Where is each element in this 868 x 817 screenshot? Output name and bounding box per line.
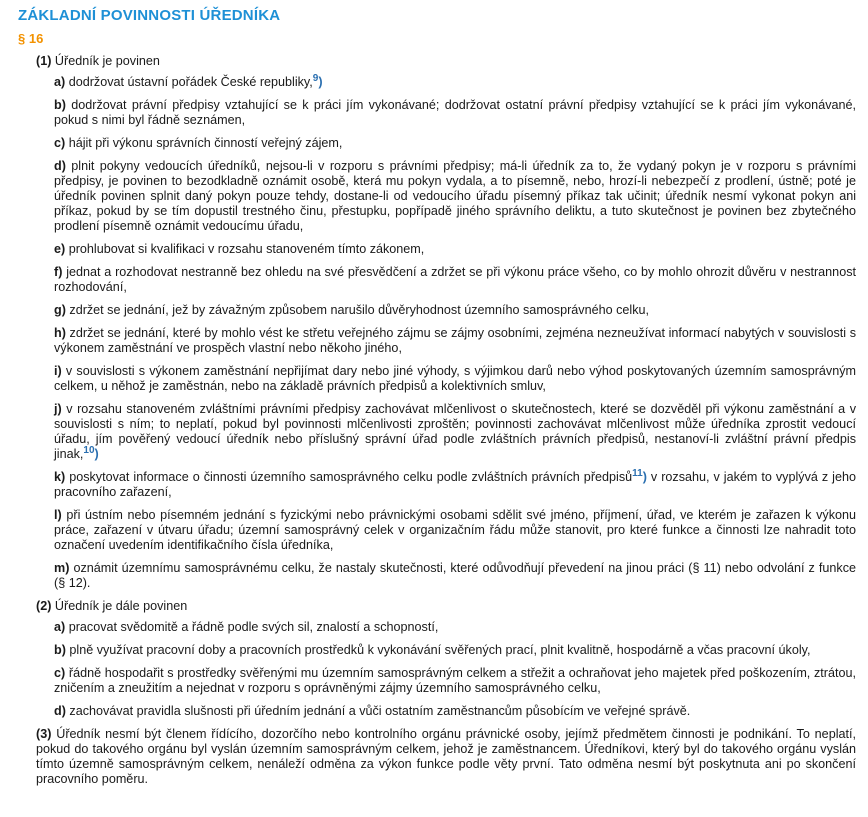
section-number: § 16 xyxy=(18,31,44,46)
paragraph-number: (3) xyxy=(36,727,52,741)
paragraph-2-items xyxy=(54,620,856,719)
item-1h: h) zdržet se jednání, které by mohlo vést ke střetu veřejného zájmu se zájmy osobními, zejména nezneužívat informací nabytých v souvislosti s výkonem zaměstnání ve prospěch vlastní nebo někoho jiného, xyxy=(54,326,856,355)
item-1i: i) v souvislosti s výkonem zaměstnání nepřijímat dary nebo jiné výhody, s výjimkou darů nebo výhod poskytovaných územním samosprávným celkem, u něhož je zaměstnán, nebo na základě právních předpisů a kolektivních smluv, xyxy=(54,364,856,393)
paragraph-number: (1) xyxy=(36,54,52,68)
paragraph-1 xyxy=(36,54,856,69)
paragraph-text: Úředník je dále povinen xyxy=(54,599,188,613)
item-1l: l) při ústním nebo písemném jednání s fyzickými nebo právnickými osobami sdělit své jméno, příjmení, úřad, ve kterém je zařazen k výkonu práce, zařazení v útvaru úřadu; územní samosprávný celek v organizačním řádu může stanovit, pro které funkce a činnosti lze nahradit toto označení uvedením identifikačního čísla úředníka, xyxy=(54,508,857,552)
footnote-link[interactable]: 9 xyxy=(312,72,319,84)
item-1a: a) dodržovat ústavní pořádek České republiky,$^9$) xyxy=(54,72,323,89)
page-title: ZÁKLADNÍ POVINNOSTI ÚŘEDNÍKA xyxy=(18,7,281,24)
item-1c: c) hájit při výkonu správních činností veřejný zájem, xyxy=(54,136,343,150)
item-1g: g) zdržet se jednání, jež by závažným způsobem narušilo důvěryhodnost územního samosprávného celku, xyxy=(54,303,650,317)
item-1e: e) prohlubovat si kvalifikaci v rozsahu stanoveném tímto zákonem, xyxy=(54,242,425,256)
item-2b: b) plně využívat pracovní doby a pracovních prostředků k vykonávání svěřených prací, plnit kvalitně, hospodárně a včas pracovní úkoly, xyxy=(54,643,811,657)
paragraph-text: Úředník je povinen xyxy=(54,54,160,68)
paragraph-number: (2) xyxy=(36,599,52,613)
paragraph-1-items xyxy=(54,72,857,591)
footnote-link[interactable]: 11 xyxy=(632,467,643,479)
item-1k: k) poskytovat informace o činnosti územního samosprávného celku podle zvláštních právních předpisů$^{11}$) v rozsahu, v jakém to vyplývá z jeho pracovního zařazení, xyxy=(54,467,856,499)
paragraph-2 xyxy=(36,599,856,614)
item-1d: d) plnit pokyny vedoucích úředníků, nejsou-li v rozporu s právními předpisy; má-li úředník za to, že vydaný pokyn je v rozporu s právními předpisy, je povinen to bezodkladně oznámit osobě, která mu pokyn vydala, a to písemně, nebo, hrozí-li nebezpečí z prodlení, ústně; poté je úředník povinen splnit daný pokyn pouze tehdy, dostane-li od vedoucího úřadu písemný příkaz tak učinit; úředník nesmí vykonat pokyn ani příkaz, pokud by se tím dopustil trestného činu, přestupku, popřípadě jiného správního deliktu, a tuto skutečnost je povinen bez zbytečného prodlení písemně oznámit vedoucímu úřadu, xyxy=(54,159,857,233)
footnote-link[interactable]: 10 xyxy=(83,444,95,456)
paragraph-text: Úředník nesmí být členem řídícího, dozorčího nebo kontrolního orgánu právnické osoby, jejímž předmětem činnosti je podnikání. To neplatí, pokud do takového orgánu byl vyslán územním samosprávným celkem, jehož je zaměstnancem. Úředníkovi, který byl do takového orgánu vyslán tímto územně samosprávným celkem, nenáleží odměna za výkon funkce podle věty první. Tato odměna nesmí být poskytnuta ani po skončení pracovního poměru. xyxy=(36,727,856,786)
item-1f: f) jednat a rozhodovat nestranně bez ohledu na své přesvědčení a zdržet se při výkonu práce všeho, co by mohlo ohrozit důvěru v nestrannost rozhodování, xyxy=(54,265,856,294)
item-2d: d) zachovávat pravidla slušnosti při úředním jednání a vůči ostatním zaměstnancům působícím ve veřejné správě. xyxy=(54,704,691,718)
item-1j: j) v rozsahu stanoveném zvláštními právními předpisy zachovávat mlčenlivost o skutečnostech, které se dozvěděl při výkonu zaměstnání a v souvislosti s ním; to neplatí, pokud byl povinnosti mlčenlivosti zproštěn; povinnosti zachovávat mlčenlivost může úředníka zprostit vedoucí úřadu, jím pověřený vedoucí úředník nebo příslušný správní úřad podle zvláštních právních předpisů, nestanoví-li zvláštní právní předpis jinak,$^{10}$) xyxy=(54,402,856,461)
item-1b: b) dodržovat právní předpisy vztahující se k práci jím vykonávané; dodržovat ostatní právní předpisy vztahující se k práci jím vykonávané, pokud s nimi byl řádně seznámen, xyxy=(54,98,857,127)
paragraph-3 xyxy=(36,727,856,787)
item-2c: c) řádně hospodařit s prostředky svěřenými mu územním samosprávným celkem a střežit a ochraňovat jeho majetek před poškozením, ztrátou, zničením a zneužitím a nejednat v rozporu s oprávněnými zájmy územního samosprávného celku, xyxy=(54,666,856,695)
item-2a: a) pracovat svědomitě a řádně podle svých sil, znalostí a schopností, xyxy=(54,620,439,634)
item-1m: m) oznámit územnímu samosprávnému celku, že nastaly skutečnosti, které odůvodňují převedení na jinou práci (§ 11) nebo odvolání z funkce (§ 12). xyxy=(54,561,857,590)
